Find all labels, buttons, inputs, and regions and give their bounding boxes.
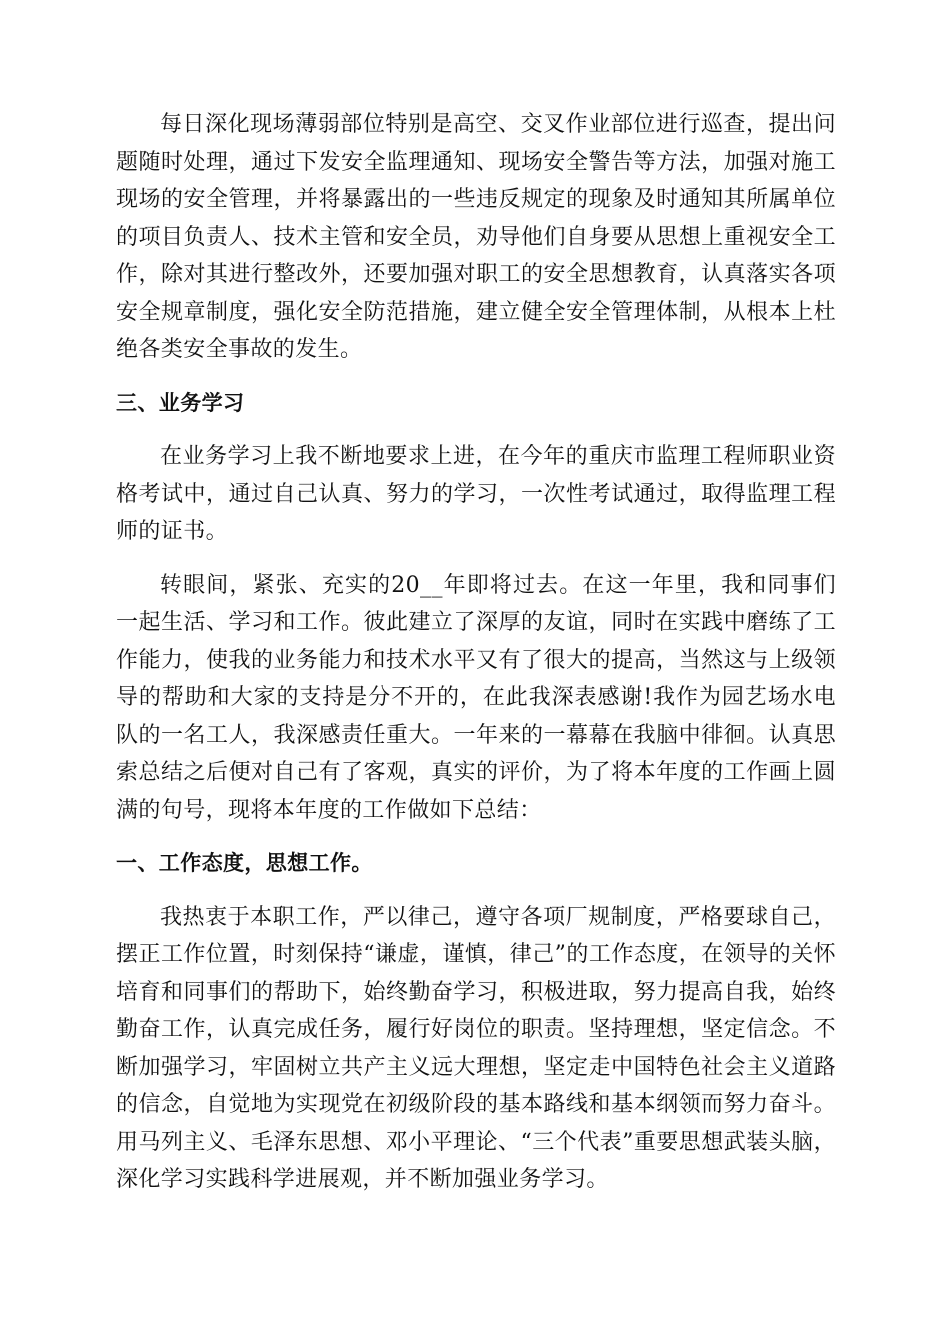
- document-page: [116, 106, 836, 1215]
- section-heading-work-attitude: 一、工作态度，思想工作。: [116, 851, 373, 875]
- paragraph-safety-inspection: 每日深化现场薄弱部位特别是高空、交叉作业部位进行巡查，提出问题随时处理，通过下发安全监理通知、现场安全警告等方法，加强对施工现场的安全管理，并将暴露出的一些违反规定的现象及时通知其所属单位的项目负责人、技术主管和安全员，劝导他们自身要从思想上重视安全工作，除对其进行整改外，还要加强对职工的安全思想教育，认真落实各项安全规章制度，强化安全防范措施，建立健全安全管理体制，从根本上杜绝各类安全事故的发生。: [116, 112, 836, 362]
- section-heading-business-study: 三、业务学习: [116, 390, 245, 415]
- paragraph-work-attitude: 我热衷于本职工作，严以律己，遵守各项厂规制度，严格要球自己，摆正工作位置，时刻保持“谦虚，谨慎，律己”的工作态度，在领导的关怀培育和同事们的帮助下，始终勤奋学习，积极进取，努力提高自我，始终勤奋工作，认真完成任务，履行好岗位的职责。坚持理想，坚定信念。不断加强学习，牢固树立共产主义远大理想，坚定走中国特色社会主义道路的信念，自觉地为实现党在初级阶段的基本路线和基本纲领而努力奋斗。用马列主义、毛泽东思想、邓小平理论、“三个代表”重要思想武装头脑，深化学习实践科学进展观，并不断加强业务学习。: [116, 904, 836, 1192]
- paragraph-business-study: 在业务学习上我不断地要求上进，在今年的重庆市监理工程师职业资格考试中，通过自己认真、努力的学习，一次性考试通过，取得监理工程师的证书。: [116, 444, 836, 544]
- paragraph-year-summary: 转眼间，紧张、充实的20__年即将过去。在这一年里，我和同事们一起生活、学习和工作。彼此建立了深厚的友谊，同时在实践中磨练了工作能力，使我的业务能力和技术水平又有了很大的提高，当然这与上级领导的帮助和大家的支持是分不开的，在此我深表感谢!我作为园艺场水电队的一名工人，我深感责任重大。一年来的一幕幕在我脑中徘徊。认真思索总结之后便对自己有了客观，真实的评价，为了将本年度的工作画上圆满的句号，现将本年度的工作做如下总结：: [116, 572, 836, 823]
